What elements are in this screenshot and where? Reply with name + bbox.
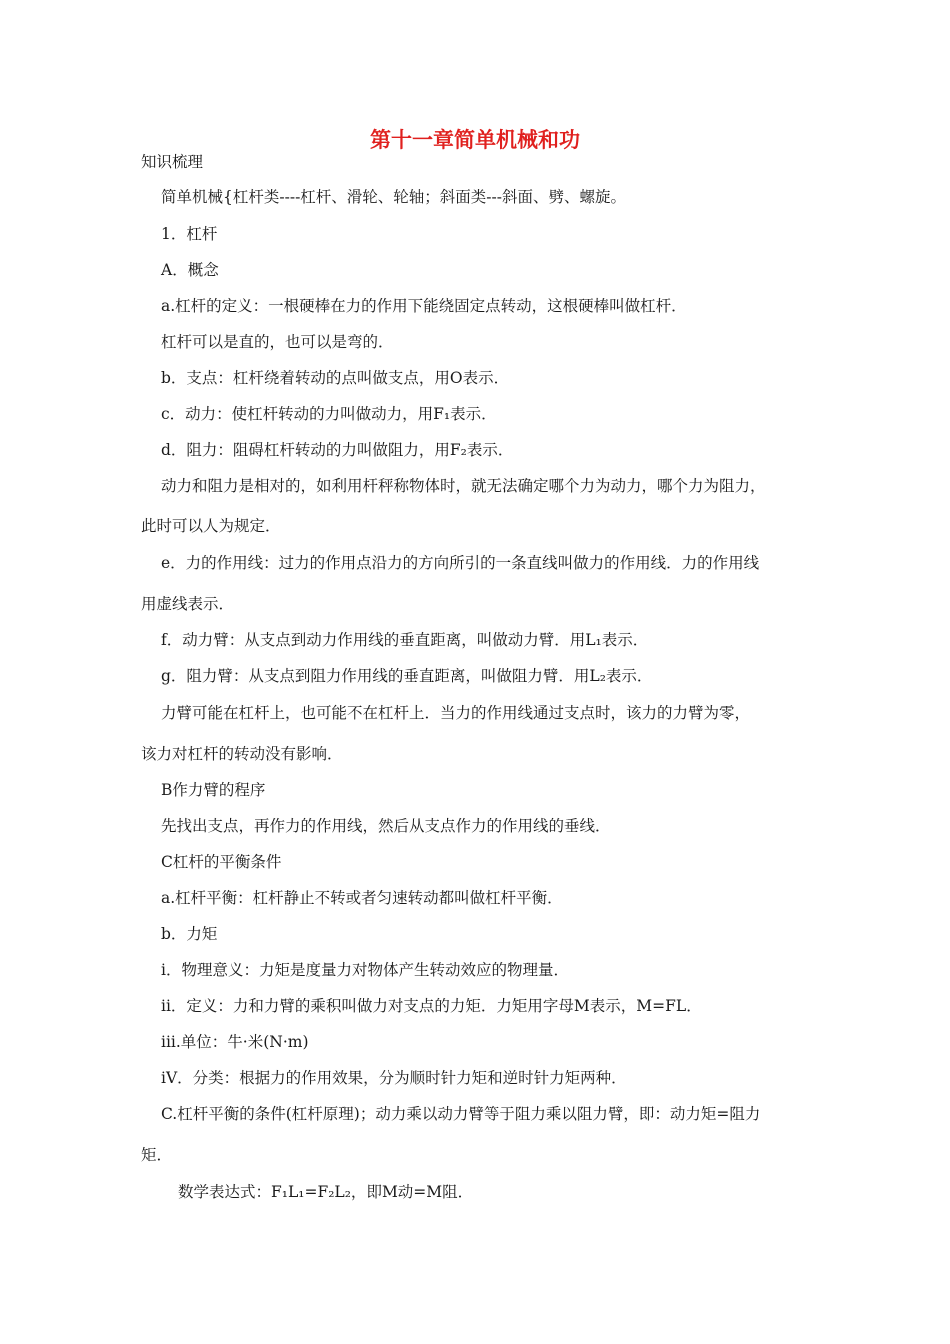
section-heading: B作力臂的程序 [161,781,266,799]
text-line: a.杠杆的定义：一根硬棒在力的作用下能绕固定点转动，这根硬棒叫做杠杆． [161,297,687,315]
text-line: b．支点：杠杆绕着转动的点叫做支点，用O表示． [161,369,510,387]
text-line: d．阻力：阻碍杠杆转动的力叫做阻力，用F₂表示． [161,441,514,459]
text-line: 动力和阻力是相对的，如利用杆秤称物体时，就无法确定哪个力为动力，哪个力为阻力， [161,477,766,495]
text-line: ii．定义：力和力臂的乘积叫做力对支点的力矩．力矩用字母M表示，M=FL． [161,997,702,1015]
text-line: 1．杠杆 [161,225,218,243]
text-line: iii.单位：牛·米(N·m) [161,1033,309,1051]
text-line: 先找出支点，再作力的作用线，然后从支点作力的作用线的垂线． [161,817,611,835]
text-line: g．阻力臂：从支点到阻力作用线的垂直距离，叫做阻力臂．用L₂表示． [161,667,653,685]
text-line: c．动力：使杠杆转动的力叫做动力，用F₁表示． [161,405,497,423]
text-line: 矩． [141,1146,173,1164]
text-line: 该力对杠杆的转动没有影响． [141,745,343,763]
text-line: b．力矩 [161,925,218,943]
text-line: a.杠杆平衡：杠杆静止不转或者匀速转动都叫做杠杆平衡． [161,889,563,907]
section-heading: 知识梳理 [141,153,204,171]
text-line: C.杠杆平衡的条件(杠杆原理)；动力乘以动力臂等于阻力乘以阻力臂，即：动力矩=阻力 [161,1105,761,1123]
formula-line: 数学表达式：F₁L₁=F₂L₂，即M动=M阻． [178,1183,474,1201]
text-line: 简单机械{杠杆类----杠杆、滑轮、轮轴；斜面类---斜面、劈、螺旋。 [161,188,627,206]
text-line: iV．分类：根据力的作用效果，分为顺时针力矩和逆时针力矩两种． [161,1069,627,1087]
text-line: e．力的作用线：过力的作用点沿力的方向所引的一条直线叫做力的作用线．力的作用线 [161,554,760,572]
text-line: i．物理意义：力矩是度量力对物体产生转动效应的物理量． [161,961,569,979]
page-title: 第十一章简单机械和功 [370,128,580,152]
text-line: A．概念 [161,261,219,279]
text-line: f．动力臂：从支点到动力作用线的垂直距离，叫做动力臂．用L₁表示． [161,631,649,649]
section-heading: C杠杆的平衡条件 [161,853,282,871]
text-line: 用虚线表示． [141,595,235,613]
text-line: 杠杆可以是直的，也可以是弯的． [161,333,394,351]
text-line: 力臂可能在杠杆上，也可能不在杠杆上．当力的作用线通过支点时，该力的力臂为零， [161,704,751,722]
text-line: 此时可以人为规定． [141,517,281,535]
